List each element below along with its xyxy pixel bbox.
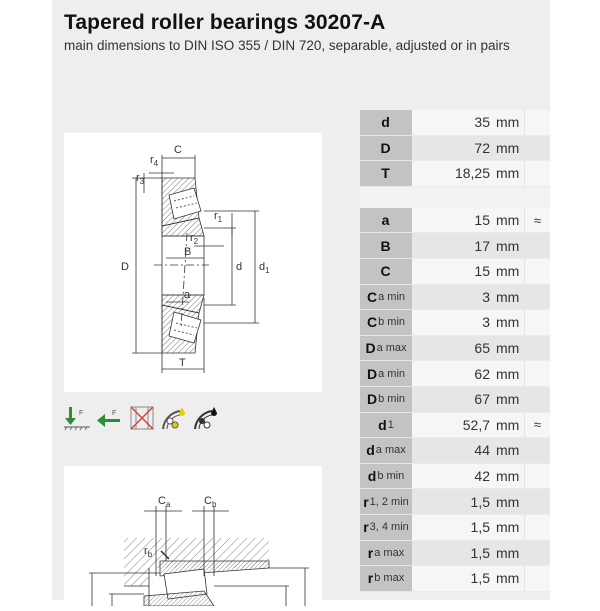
dimension-symbol: T bbox=[360, 161, 412, 187]
svg-text:T: T bbox=[179, 357, 186, 369]
dimension-value: 3 bbox=[412, 285, 496, 311]
dimension-value: 1,5 bbox=[412, 541, 496, 567]
dimension-unit: mm bbox=[496, 387, 524, 413]
svg-text:r2: $r_2$ bbox=[190, 232, 199, 246]
dimension-unit: mm bbox=[496, 208, 524, 234]
dimension-value: 17 bbox=[412, 233, 496, 259]
approx-marker bbox=[524, 361, 550, 387]
dimension-symbol: C b min bbox=[360, 310, 412, 336]
dimension-symbol: D a max bbox=[360, 336, 412, 362]
svg-text:D: D bbox=[121, 261, 129, 273]
svg-text:F: F bbox=[112, 410, 117, 417]
dimension-row bbox=[360, 310, 550, 336]
dimension-value: 1,5 bbox=[412, 489, 496, 515]
dimension-value: 18,25 bbox=[412, 161, 496, 187]
dimension-row bbox=[360, 413, 550, 439]
dimension-row bbox=[360, 489, 550, 515]
product-page bbox=[52, 0, 550, 600]
group-spacer bbox=[360, 187, 550, 208]
additional-dimensions-group bbox=[360, 208, 550, 592]
dimension-row bbox=[360, 361, 550, 387]
oil-lubrication-icon bbox=[192, 403, 220, 433]
dimension-unit: mm bbox=[496, 285, 524, 311]
dimension-unit: mm bbox=[496, 336, 524, 362]
approx-marker bbox=[524, 566, 550, 592]
dimension-unit: mm bbox=[496, 464, 524, 490]
svg-text:rb: $r_b$ bbox=[144, 545, 153, 559]
approx-marker bbox=[524, 438, 550, 464]
approx-marker bbox=[524, 541, 550, 567]
dimension-symbol: C bbox=[360, 259, 412, 285]
dimension-unit: mm bbox=[496, 110, 524, 136]
dimension-unit: mm bbox=[496, 161, 524, 187]
dimension-symbol: D b min bbox=[360, 387, 412, 413]
dimension-symbol: r 1, 2 min bbox=[360, 489, 412, 515]
mounting-dimension-drawing bbox=[64, 466, 322, 606]
dimension-row bbox=[360, 161, 550, 187]
svg-text:F: F bbox=[79, 410, 84, 417]
dimensions-table bbox=[360, 110, 550, 592]
dimension-unit: mm bbox=[496, 566, 524, 592]
axial-load-icon bbox=[96, 403, 124, 433]
approx-marker bbox=[524, 161, 550, 187]
dimension-symbol: D bbox=[360, 136, 412, 162]
dimension-symbol: d bbox=[360, 110, 412, 136]
dimension-row bbox=[360, 541, 550, 567]
bearing-property-icons bbox=[64, 400, 220, 436]
dimension-symbol: B bbox=[360, 233, 412, 259]
svg-text:r4: $r_4$ bbox=[150, 154, 159, 168]
dimension-value: 44 bbox=[412, 438, 496, 464]
dimension-value: 1,5 bbox=[412, 515, 496, 541]
dimension-unit: mm bbox=[496, 438, 524, 464]
dimension-symbol: r b max bbox=[360, 566, 412, 592]
approx-marker bbox=[524, 233, 550, 259]
approx-marker bbox=[524, 136, 550, 162]
dimension-row bbox=[360, 110, 550, 136]
dimension-row bbox=[360, 566, 550, 592]
dimension-symbol: a bbox=[360, 208, 412, 234]
dimension-row bbox=[360, 208, 550, 234]
dimension-value: 15 bbox=[412, 259, 496, 285]
dimension-symbol: d b min bbox=[360, 464, 412, 490]
dimension-value: 72 bbox=[412, 136, 496, 162]
approx-marker bbox=[524, 464, 550, 490]
dimension-row bbox=[360, 515, 550, 541]
main-dimensions-group bbox=[360, 110, 550, 187]
bearing-dimension-drawing bbox=[64, 133, 322, 392]
dimension-symbol: d 1 bbox=[360, 413, 412, 439]
page-title: Tapered roller bearings 30207-A bbox=[64, 11, 386, 34]
dimension-symbol: r a max bbox=[360, 541, 412, 567]
dimension-row bbox=[360, 336, 550, 362]
dimension-value: 62 bbox=[412, 361, 496, 387]
dimension-row bbox=[360, 259, 550, 285]
dimension-row bbox=[360, 136, 550, 162]
svg-text:d1: $d_1$ bbox=[259, 261, 270, 275]
dimension-unit: mm bbox=[496, 413, 524, 439]
dimension-value: 52,7 bbox=[412, 413, 496, 439]
approx-marker bbox=[524, 285, 550, 311]
dimension-row bbox=[360, 233, 550, 259]
dimension-row bbox=[360, 464, 550, 490]
approx-marker bbox=[524, 310, 550, 336]
svg-text:d: d bbox=[236, 261, 243, 273]
dimension-symbol: d a max bbox=[360, 438, 412, 464]
approx-marker bbox=[524, 387, 550, 413]
dimension-value: 42 bbox=[412, 464, 496, 490]
dimension-value: 3 bbox=[412, 310, 496, 336]
dimension-row bbox=[360, 438, 550, 464]
dimension-unit: mm bbox=[496, 361, 524, 387]
approx-marker bbox=[524, 515, 550, 541]
dimension-row bbox=[360, 285, 550, 311]
dimension-row bbox=[360, 387, 550, 413]
dimension-unit: mm bbox=[496, 233, 524, 259]
dimension-value: 15 bbox=[412, 208, 496, 234]
approx-marker bbox=[524, 336, 550, 362]
svg-text:a: a bbox=[184, 289, 191, 301]
approx-marker: ≈ bbox=[524, 413, 550, 439]
dimension-symbol: r 3, 4 min bbox=[360, 515, 412, 541]
radial-load-icon bbox=[64, 403, 92, 433]
dimension-value: 35 bbox=[412, 110, 496, 136]
dimension-value: 67 bbox=[412, 387, 496, 413]
page-subtitle: main dimensions to DIN ISO 355 / DIN 720, separable, adjusted or in pairs bbox=[64, 38, 510, 53]
svg-text:B: B bbox=[184, 246, 192, 258]
dimension-value: 65 bbox=[412, 336, 496, 362]
dimension-unit: mm bbox=[496, 136, 524, 162]
approx-marker bbox=[524, 489, 550, 515]
dimension-unit: mm bbox=[496, 310, 524, 336]
approx-marker: ≈ bbox=[524, 208, 550, 234]
svg-text:r3: $r_3$ bbox=[136, 172, 145, 186]
approx-marker bbox=[524, 110, 550, 136]
dimension-unit: mm bbox=[496, 259, 524, 285]
dimension-unit: mm bbox=[496, 489, 524, 515]
dimension-unit: mm bbox=[496, 541, 524, 567]
dimension-value: 1,5 bbox=[412, 566, 496, 592]
dimension-symbol: C a min bbox=[360, 285, 412, 311]
not-self-aligning-icon bbox=[128, 403, 156, 433]
dimension-unit: mm bbox=[496, 515, 524, 541]
svg-text:Cb: $C_b$ bbox=[204, 495, 217, 509]
grease-lubrication-icon bbox=[160, 403, 188, 433]
dim-label-C: C bbox=[174, 144, 182, 156]
svg-text:r1: $r_1$ bbox=[214, 210, 223, 224]
dimension-symbol: D a min bbox=[360, 361, 412, 387]
svg-text:Ca: $C_a$ bbox=[158, 495, 171, 509]
approx-marker bbox=[524, 259, 550, 285]
